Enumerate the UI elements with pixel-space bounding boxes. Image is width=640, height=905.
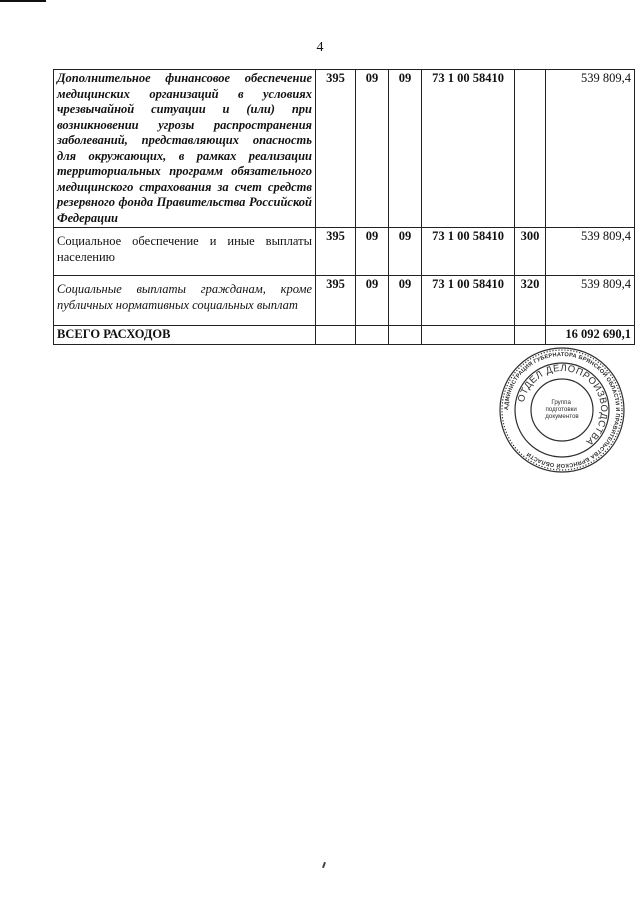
page-number: 4 [316,40,324,55]
total-amount: 16 092 690,1 [546,326,635,345]
empty-cell [316,326,356,345]
ministry-code: 395 [316,228,356,276]
table-row [54,276,635,326]
stamp-seal [498,346,626,474]
empty-cell [389,326,422,345]
ministry-code: 395 [316,70,356,228]
amount: 539 809,4 [546,276,635,326]
expense-type-code [515,70,546,228]
empty-cell [356,326,389,345]
section-code: 09 [356,228,389,276]
subsection-code: 09 [389,70,422,228]
empty-cell [422,326,515,345]
stamp-center-text: Группа подготовки документов [545,399,579,420]
section-code: 09 [356,70,389,228]
total-label: ВСЕГО РАСХОДОВ [54,326,316,345]
empty-cell [515,326,546,345]
row-name: Социальное обеспечение и иные выплаты населению [54,228,316,276]
scan-artifact [322,862,326,868]
stamp-inner-text: ОТДЕЛ ДЕЛОПРОИЗВОДСТВА [515,362,610,448]
expenses-table [53,69,635,345]
target-article-code: 73 1 00 58410 [422,70,515,228]
subsection-code: 09 [389,228,422,276]
row-name: Дополнительное финансовое обеспечение медицинских организаций в условиях чрезвычайной ситуации и (или) при возникновении угрозы распространения заболеваний, представляющих опасность для окружающих, в рамках реализации территориальных программ обязательного медицинского страхования за счет средств резервного фонда Правительства Российской Федерации [54,70,316,228]
subsection-code: 09 [389,276,422,326]
total-row [54,326,635,345]
table-row [54,228,635,276]
expense-type-code: 300 [515,228,546,276]
target-article-code: 73 1 00 58410 [422,228,515,276]
stamp-outer-text: АДМИНИСТРАЦИЯ ГУБЕРНАТОРА БРЯНСКОЙ ОБЛАСТИ И ПРАВИТЕЛЬСТВА БРЯНСКОЙ ОБЛАСТИ [503,351,621,469]
amount: 539 809,4 [546,228,635,276]
office-stamp [498,346,626,474]
section-code: 09 [356,276,389,326]
expense-type-code: 320 [515,276,546,326]
target-article-code: 73 1 00 58410 [422,276,515,326]
row-name: Социальные выплаты гражданам, кроме публичных нормативных социальных выплат [54,276,316,326]
scan-edge-line [0,0,46,2]
table-row [54,70,635,228]
ministry-code: 395 [316,276,356,326]
amount: 539 809,4 [546,70,635,228]
